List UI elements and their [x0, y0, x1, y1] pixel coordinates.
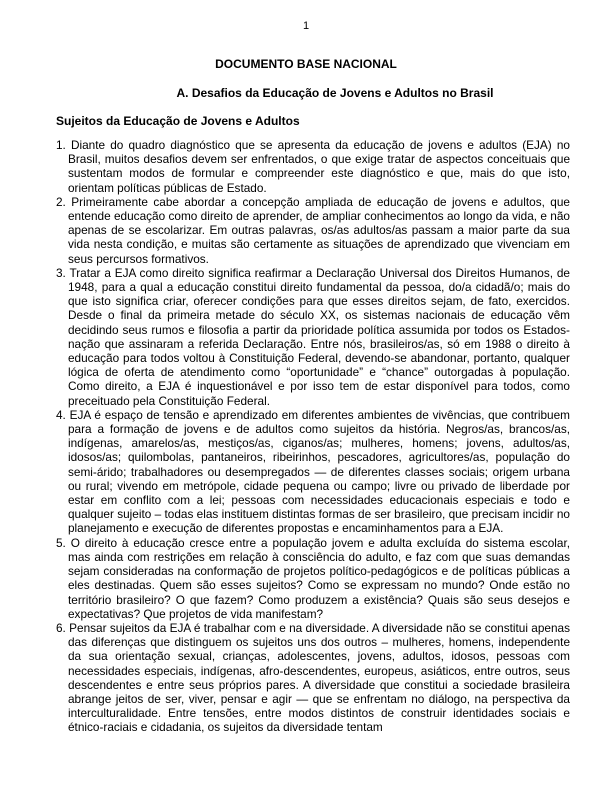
page-number: 1: [302, 20, 310, 32]
paragraph-5: 5. O direito à educação cresce entre a população jovem e adulta excluída do sistema escolar, mas ainda com restrições em relação à consciência do adulto, e faz com que suas demandas sejam consideradas na conformação de projetos político-pedagógicos e de políticas públicas a eles destinadas. Quem são esses sujeitos? Como se expressam no mundo? Onde estão no território brasileiro? O que fazem? Como produzem a existência? Quais são seus desejos e expectativas? Que projetos de vida manifestam?: [56, 535, 570, 621]
section-subtitle: A. Desafios da Educação de Jovens e Adultos no Brasil: [176, 86, 494, 100]
paragraph-2: 2. Primeiramente cabe abordar a concepção ampliada de educação de jovens e adultos, que entende educação como direito de aprender, de ampliar conhecimentos ao longo da vida, e não apenas de se escolarizar. Em outras palavras, os/as adultos/as passam a maior parte da sua vida nesta condição, e muitas são certamente as situações de aprendizado que vivenciam em seus percursos formativos.: [56, 194, 570, 266]
paragraph-6: 6. Pensar sujeitos da EJA é trabalhar com e na diversidade. A diversidade não se constitui apenas das diferenças que distinguem os sujeitos uns dos outros – mulheres, homens, independente da sua orientação sexual, crianças, adolescentes, jovens, adultos, idosos, pessoas com necessidades especiais, indígenas, afro-descendentes, europeus, asiáticos, entre outros, seus descendentes e entre seus próprios pares. A diversidade que constitui a sociedade brasileira abrange jeitos de ser, viver, pensar e agir — que se enfrentam no diálogo, na perspectiva da interculturalidade. Entre tensões, entre modos distintos de construir identidades sociais e étnico-raciais e cidadania, os sujeitos da diversidade tentam: [56, 620, 570, 735]
paragraph-list: [56, 138, 570, 735]
paragraph-4: 4. EJA é espaço de tensão e aprendizado em diferentes ambientes de vivências, que contribuem para a formação de jovens e de adultos como sujeitos da história. Negros/as, brancos/as, indígenas, amarelos/as, mestiços/as, ciganos/as; mulheres, homens; jovens, adultos/as, idosos/as; quilombolas, pantaneiros, ribeirinhos, pescadores, agricultores/as, população do semi-árido; trabalhadores ou desempregados — de diferentes classes sociais; origem urbana ou rural; vivendo em metrópole, cidade pequena ou campo; livre ou privado de liberdade por estar em conflito com a lei; pessoas com necessidades educacionais especiais e todo e qualquer sujeito – todas elas instituem distintas formas de ser brasileiro, que precisam incidir no planejamento e execução de diferentes propostas e encaminhamentos para a EJA.: [56, 407, 570, 536]
paragraph-1: 1. Diante do quadro diagnóstico que se apresenta da educação de jovens e adultos (EJA) no Brasil, muitos desafios devem ser enfrentados, o que exige tratar de aspectos conceituais que sustentam modos de formular e compreender este diagnóstico e que, mais do que isto, orientam políticas públicas de Estado.: [56, 138, 570, 195]
paragraph-3: 3. Tratar a EJA como direito significa reafirmar a Declaração Universal dos Direitos Humanos, de 1948, para a qual a educação constitui direito fundamental da pessoa, do/a cidadã/o; mais do que isto significa criar, oferecer condições para que esses direitos sejam, de fato, exercidos. Desde o final da primeira metade do século XX, os sistemas nacionais de educação vêm decidindo seus rumos e filosofia a partir da prioridade política assumida por todos os Estados-nação que assinaram a referida Declaração. Entre nós, brasileiros/as, só em 1988 o direito à educação para todos voltou à Constituição Federal, devendo-se abandonar, portanto, qualquer lógica de oferta de atendimento como “oportunidade” e “chance” outorgadas à população. Como direito, a EJA é inquestionável e por isso tem de estar disponível para todos, como preceituado pela Constituição Federal.: [56, 265, 570, 408]
document-title: DOCUMENTO BASE NACIONAL: [215, 57, 397, 71]
section-heading: Sujeitos da Educação de Jovens e Adultos: [56, 114, 300, 128]
